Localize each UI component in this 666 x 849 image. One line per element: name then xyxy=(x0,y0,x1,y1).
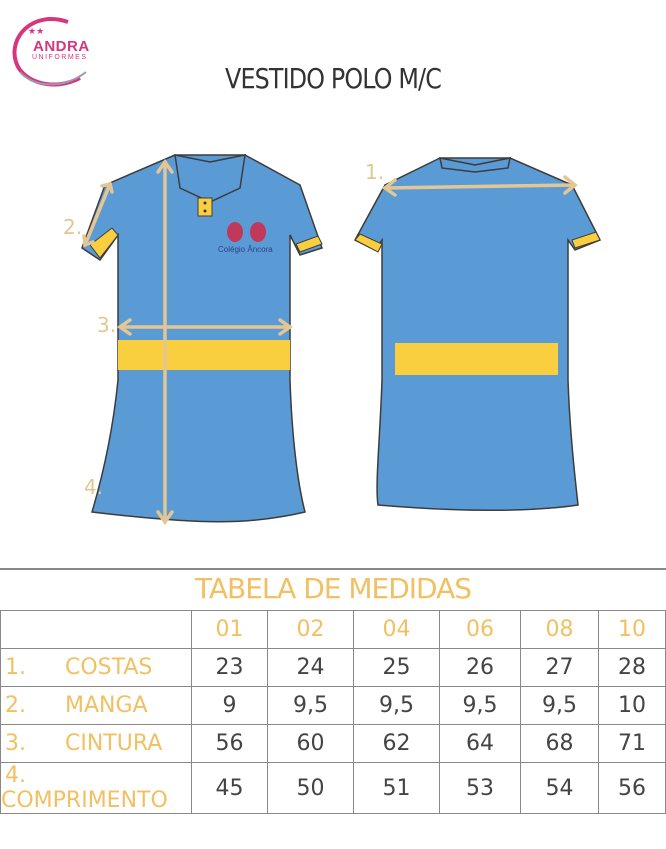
table-cell: 56 xyxy=(599,763,666,814)
table-corner-cell xyxy=(1,611,192,649)
size-header: 04 xyxy=(354,611,440,649)
table-cell: 9,5 xyxy=(440,687,521,725)
row-label: 4.COMPRIMENTO xyxy=(1,763,192,814)
brand-name: ANDRA xyxy=(33,38,90,55)
table-top-rule xyxy=(0,568,666,570)
size-header: 06 xyxy=(440,611,521,649)
measure-label-3: 3. xyxy=(97,313,117,337)
measurements-table xyxy=(0,610,666,814)
size-header: 01 xyxy=(192,611,268,649)
table-cell: 26 xyxy=(440,649,521,687)
table-cell: 9,5 xyxy=(354,687,440,725)
row-label: 3. CINTURA xyxy=(1,725,192,763)
table-row xyxy=(1,725,666,763)
table-cell: 24 xyxy=(268,649,354,687)
table-row xyxy=(1,687,666,725)
table-cell: 54 xyxy=(521,763,599,814)
table-cell: 25 xyxy=(354,649,440,687)
table-cell: 64 xyxy=(440,725,521,763)
table-title: TABELA DE MEDIDAS xyxy=(194,572,472,605)
table-cell: 56 xyxy=(192,725,268,763)
measure-label-2: 2. xyxy=(63,215,83,239)
table-row xyxy=(1,649,666,687)
size-header: 02 xyxy=(268,611,354,649)
table-cell: 9,5 xyxy=(268,687,354,725)
size-header: 08 xyxy=(521,611,599,649)
table-cell: 60 xyxy=(268,725,354,763)
brand-subtitle: UNIFORMES xyxy=(32,54,88,61)
table-row xyxy=(1,763,666,814)
table-cell: 28 xyxy=(599,649,666,687)
size-header: 10 xyxy=(599,611,666,649)
measure-label-4: 4. xyxy=(84,475,104,499)
table-cell: 9,5 xyxy=(521,687,599,725)
row-label: 1. COSTAS xyxy=(1,649,192,687)
back-dress xyxy=(355,158,600,510)
table-cell: 45 xyxy=(192,763,268,814)
table-cell: 50 xyxy=(268,763,354,814)
row-label: 2. MANGA xyxy=(1,687,192,725)
table-cell: 9 xyxy=(192,687,268,725)
table-cell: 51 xyxy=(354,763,440,814)
svg-text:★★: ★★ xyxy=(28,27,45,37)
table-cell: 27 xyxy=(521,649,599,687)
front-dress xyxy=(82,155,322,522)
measure-label-1: 1. xyxy=(365,160,385,184)
page-title: VESTIDO POLO M/C xyxy=(225,62,441,95)
table-cell: 62 xyxy=(354,725,440,763)
table-cell: 68 xyxy=(521,725,599,763)
table-header-row xyxy=(1,611,666,649)
shirt-logo-text: Colégio Âncora xyxy=(218,245,273,254)
table-cell: 10 xyxy=(599,687,666,725)
table-cell: 53 xyxy=(440,763,521,814)
table-cell: 71 xyxy=(599,725,666,763)
table-cell: 23 xyxy=(192,649,268,687)
